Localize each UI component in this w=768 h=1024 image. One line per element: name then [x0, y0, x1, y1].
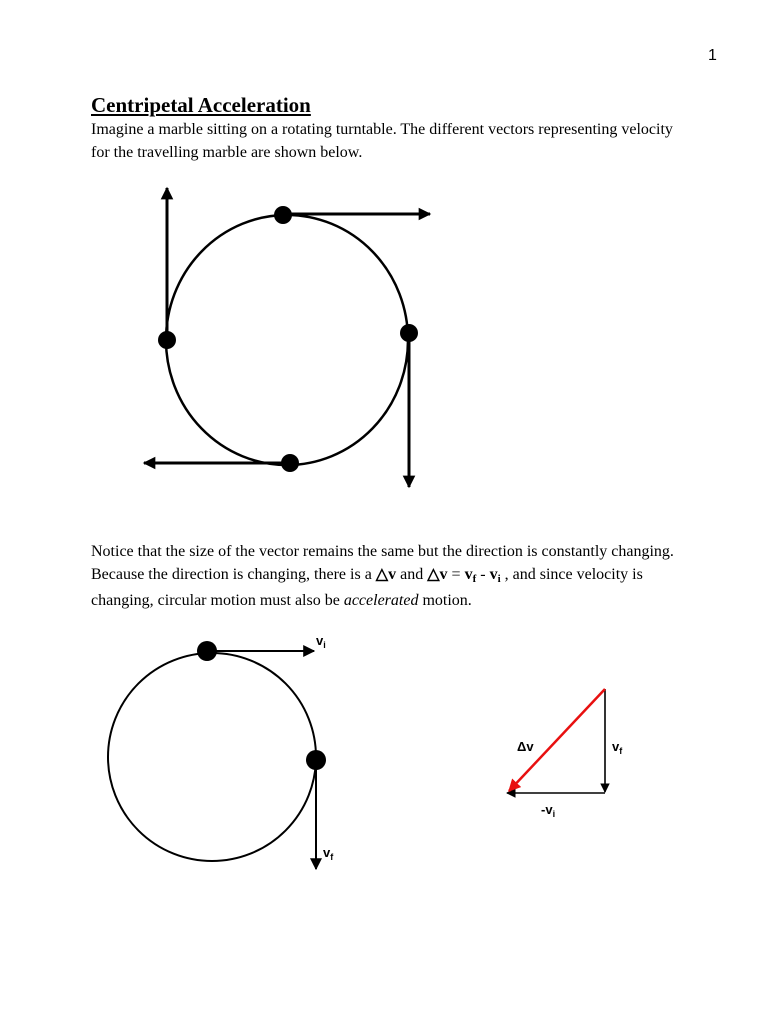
vi-vf-figure [108, 633, 334, 869]
symbol-letter: v [464, 565, 473, 583]
vi-label: $v_i$ [316, 633, 326, 650]
neg-vi-label: $-v_i$ [541, 802, 556, 819]
text-segment: and [396, 565, 428, 583]
marble-bottom [281, 454, 299, 472]
page-number: 1 [708, 47, 717, 64]
symbol-subscript: i [497, 572, 501, 585]
text-segment: - [476, 565, 490, 583]
vector-triangle-figure [507, 689, 623, 819]
intro-paragraph: Imagine a marble sitting on a rotating turntable. The different vectors representing velocity for the travelling marble are shown below. [91, 121, 673, 161]
accelerated-word: accelerated [343, 592, 419, 609]
text-segment: Notice that the size of the vector remains the same but the direction is constantly changing. Because the direction is changing, there is a [91, 543, 674, 583]
symbol-letter: v [489, 565, 498, 583]
delta-v-symbol: △v [427, 565, 448, 583]
circular-path [166, 215, 408, 465]
text-segment: , and since velocity is changing, circular motion must also be [91, 565, 643, 609]
delta-v-label: Δv [517, 739, 534, 754]
text-segment: motion. [418, 592, 472, 609]
symbol-subscript: f [472, 572, 477, 585]
marble-left [158, 331, 176, 349]
vf-label: $v_f$ [612, 739, 623, 756]
delta-v-symbol: △v [375, 565, 397, 583]
marble-top [274, 206, 292, 224]
marble-final [306, 750, 326, 770]
marble-right [400, 324, 418, 342]
turntable-figure [144, 188, 430, 487]
circular-path [108, 653, 316, 861]
page-title: Centripetal Acceleration [91, 93, 311, 117]
vf-label: $v_f$ [323, 845, 334, 862]
text-segment: = [447, 565, 465, 583]
marble-initial [197, 641, 217, 661]
